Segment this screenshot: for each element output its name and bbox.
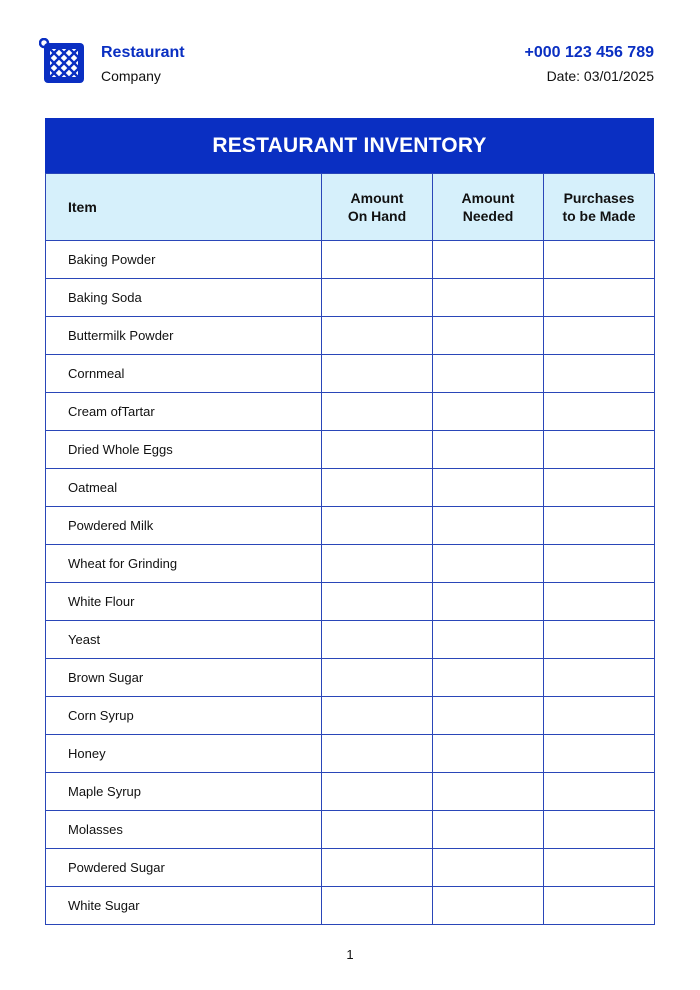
table-row <box>46 583 655 621</box>
amount-on-hand-cell[interactable] <box>322 355 433 393</box>
purchases-cell[interactable] <box>544 355 655 393</box>
item-name-cell: Cream ofTartar <box>46 393 322 431</box>
column-header-amount-on-hand <box>322 174 433 241</box>
date-value: 03/01/2025 <box>583 68 654 84</box>
item-name-cell: Dried Whole Eggs <box>46 431 322 469</box>
amount-needed-cell[interactable] <box>433 773 544 811</box>
column-header-purchases <box>544 174 655 241</box>
amount-needed-cell[interactable] <box>433 355 544 393</box>
item-name-cell: Buttermilk Powder <box>46 317 322 355</box>
purchases-cell[interactable] <box>544 659 655 697</box>
company-name: Restaurant <box>101 44 185 61</box>
amount-needed-cell[interactable] <box>433 811 544 849</box>
item-name-cell: Powdered Sugar <box>46 849 322 887</box>
amount-on-hand-cell[interactable] <box>322 507 433 545</box>
amount-needed-cell[interactable] <box>433 317 544 355</box>
purchases-cell[interactable] <box>544 317 655 355</box>
purchases-cell[interactable] <box>544 545 655 583</box>
table-row <box>46 393 655 431</box>
purchases-cell[interactable] <box>544 735 655 773</box>
amount-on-hand-cell[interactable] <box>322 621 433 659</box>
inventory-table-container <box>45 118 654 925</box>
amount-on-hand-cell[interactable] <box>322 659 433 697</box>
item-name-cell: Yeast <box>46 621 322 659</box>
table-row <box>46 279 655 317</box>
purchases-cell[interactable] <box>544 393 655 431</box>
table-row <box>46 887 655 925</box>
column-header-amount-needed <box>433 174 544 241</box>
column-header-line: Amount <box>350 190 404 206</box>
inventory-table <box>45 173 655 925</box>
item-name-cell: Oatmeal <box>46 469 322 507</box>
amount-on-hand-cell[interactable] <box>322 241 433 279</box>
amount-on-hand-cell[interactable] <box>322 393 433 431</box>
table-row <box>46 241 655 279</box>
company-logo-icon <box>39 38 87 86</box>
amount-needed-cell[interactable] <box>433 393 544 431</box>
phone-number: +000 123 456 789 <box>524 44 654 61</box>
date-label: Date: <box>546 68 581 84</box>
amount-needed-cell[interactable] <box>433 469 544 507</box>
table-row <box>46 811 655 849</box>
item-name-cell: Cornmeal <box>46 355 322 393</box>
column-header-line: Amount <box>461 190 515 206</box>
purchases-cell[interactable] <box>544 583 655 621</box>
amount-on-hand-cell[interactable] <box>322 887 433 925</box>
column-header-line: Purchases <box>563 190 635 206</box>
column-header-line: Needed <box>462 208 514 224</box>
item-name-cell: Maple Syrup <box>46 773 322 811</box>
purchases-cell[interactable] <box>544 431 655 469</box>
purchases-cell[interactable] <box>544 241 655 279</box>
amount-on-hand-cell[interactable] <box>322 431 433 469</box>
item-name-cell: Wheat for Grinding <box>46 545 322 583</box>
item-name-cell: Powdered Milk <box>46 507 322 545</box>
table-row <box>46 735 655 773</box>
purchases-cell[interactable] <box>544 697 655 735</box>
amount-on-hand-cell[interactable] <box>322 811 433 849</box>
date-line <box>547 67 654 85</box>
amount-needed-cell[interactable] <box>433 735 544 773</box>
item-name-cell: White Flour <box>46 583 322 621</box>
amount-on-hand-cell[interactable] <box>322 545 433 583</box>
table-row <box>46 697 655 735</box>
table-row <box>46 621 655 659</box>
amount-needed-cell[interactable] <box>433 621 544 659</box>
amount-on-hand-cell[interactable] <box>322 469 433 507</box>
column-header-line: On Hand <box>347 208 407 224</box>
table-row <box>46 849 655 887</box>
table-title: RESTAURANT INVENTORY <box>45 118 654 173</box>
table-row <box>46 431 655 469</box>
amount-on-hand-cell[interactable] <box>322 583 433 621</box>
item-name-cell: Molasses <box>46 811 322 849</box>
amount-needed-cell[interactable] <box>433 887 544 925</box>
purchases-cell[interactable] <box>544 811 655 849</box>
table-row <box>46 773 655 811</box>
amount-needed-cell[interactable] <box>433 849 544 887</box>
purchases-cell[interactable] <box>544 469 655 507</box>
purchases-cell[interactable] <box>544 279 655 317</box>
amount-needed-cell[interactable] <box>433 507 544 545</box>
table-header-row <box>46 174 655 241</box>
amount-needed-cell[interactable] <box>433 545 544 583</box>
amount-needed-cell[interactable] <box>433 279 544 317</box>
table-row <box>46 469 655 507</box>
page-number: 1 <box>346 947 354 962</box>
item-name-cell: White Sugar <box>46 887 322 925</box>
amount-needed-cell[interactable] <box>433 697 544 735</box>
amount-needed-cell[interactable] <box>433 659 544 697</box>
item-name-cell: Corn Syrup <box>46 697 322 735</box>
amount-needed-cell[interactable] <box>433 583 544 621</box>
table-row <box>46 507 655 545</box>
purchases-cell[interactable] <box>544 507 655 545</box>
purchases-cell[interactable] <box>544 621 655 659</box>
amount-on-hand-cell[interactable] <box>322 279 433 317</box>
inventory-rows <box>46 241 655 925</box>
company-subtitle: Company <box>101 68 161 84</box>
table-row <box>46 317 655 355</box>
item-name-cell: Brown Sugar <box>46 659 322 697</box>
purchases-cell[interactable] <box>544 887 655 925</box>
table-row <box>46 355 655 393</box>
amount-on-hand-cell[interactable] <box>322 735 433 773</box>
table-row <box>46 659 655 697</box>
table-row <box>46 545 655 583</box>
amount-on-hand-cell[interactable] <box>322 849 433 887</box>
column-header-item-label: Item <box>68 199 97 215</box>
purchases-cell[interactable] <box>544 849 655 887</box>
item-name-cell: Baking Soda <box>46 279 322 317</box>
amount-on-hand-cell[interactable] <box>322 773 433 811</box>
amount-on-hand-cell[interactable] <box>322 697 433 735</box>
amount-needed-cell[interactable] <box>433 241 544 279</box>
item-name-cell: Baking Powder <box>46 241 322 279</box>
amount-needed-cell[interactable] <box>433 431 544 469</box>
column-header-item <box>46 174 322 241</box>
column-header-line: to be Made <box>562 208 636 224</box>
amount-on-hand-cell[interactable] <box>322 317 433 355</box>
purchases-cell[interactable] <box>544 773 655 811</box>
item-name-cell: Honey <box>46 735 322 773</box>
